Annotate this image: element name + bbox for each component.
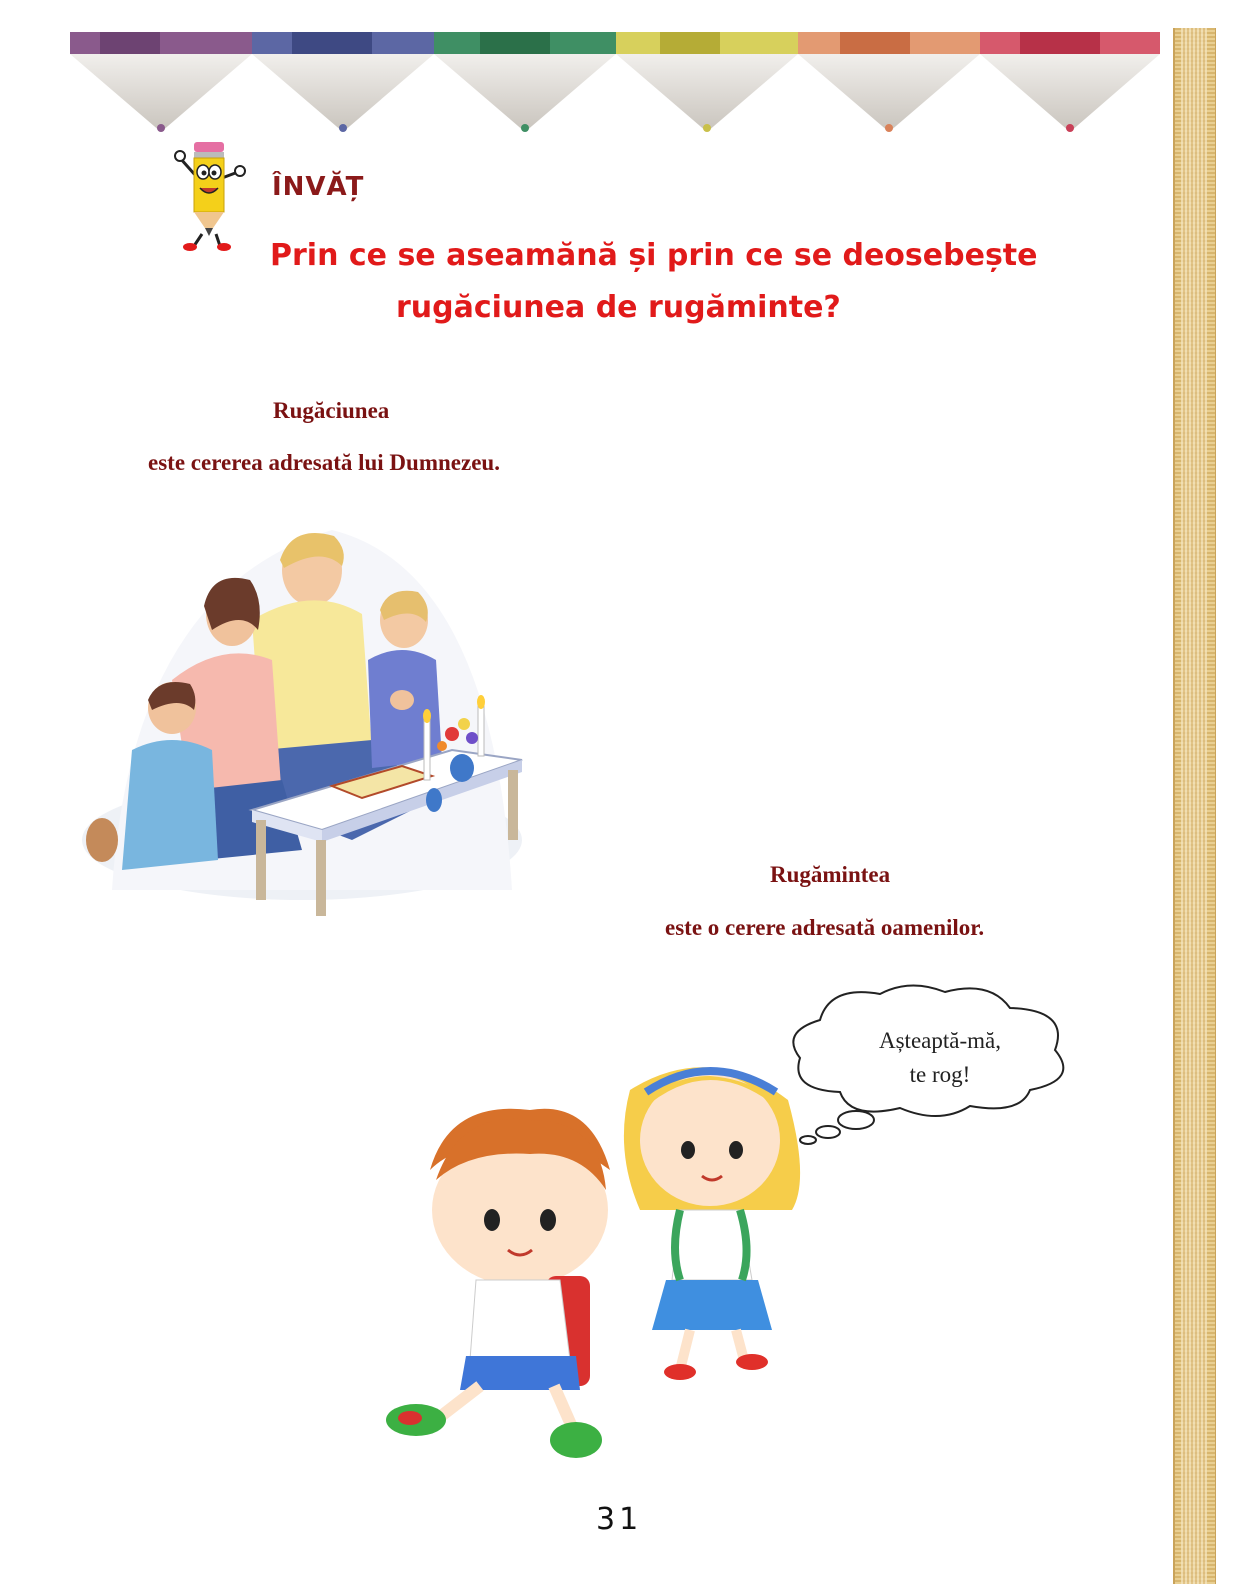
pencil-3 (434, 32, 616, 132)
family-praying-illustration (72, 510, 532, 920)
prayer-definition: este cererea adresată lui Dumnezeu. (148, 450, 500, 475)
page-title-line-2: rugăciunea de rugăminte? (396, 290, 841, 325)
pencil-1 (70, 32, 252, 132)
pencil-mascot-icon (174, 136, 246, 252)
speech-bubble-line-2: te rog! (909, 1062, 971, 1087)
side-border-strip (1173, 28, 1216, 1584)
speech-bubble-line-1: Așteaptă-mă, (879, 1028, 1001, 1053)
request-term: Rugămintea (770, 862, 891, 887)
pencil-5 (798, 32, 980, 132)
prayer-term: Rugăciunea (273, 398, 390, 423)
pencil-border-decoration (70, 28, 1160, 136)
pencil-2 (252, 32, 434, 132)
pencil-6 (980, 32, 1160, 132)
page-title-line-1: Prin ce se aseamănă și prin ce se deosebește (270, 238, 1038, 273)
request-definition: este o cerere adresată oamenilor. (665, 915, 985, 940)
section-label: ÎNVĂȚ (272, 172, 365, 202)
speech-bubble-text (850, 1024, 1030, 1092)
page-number: 31 (596, 1502, 643, 1537)
pencil-4 (616, 32, 798, 132)
